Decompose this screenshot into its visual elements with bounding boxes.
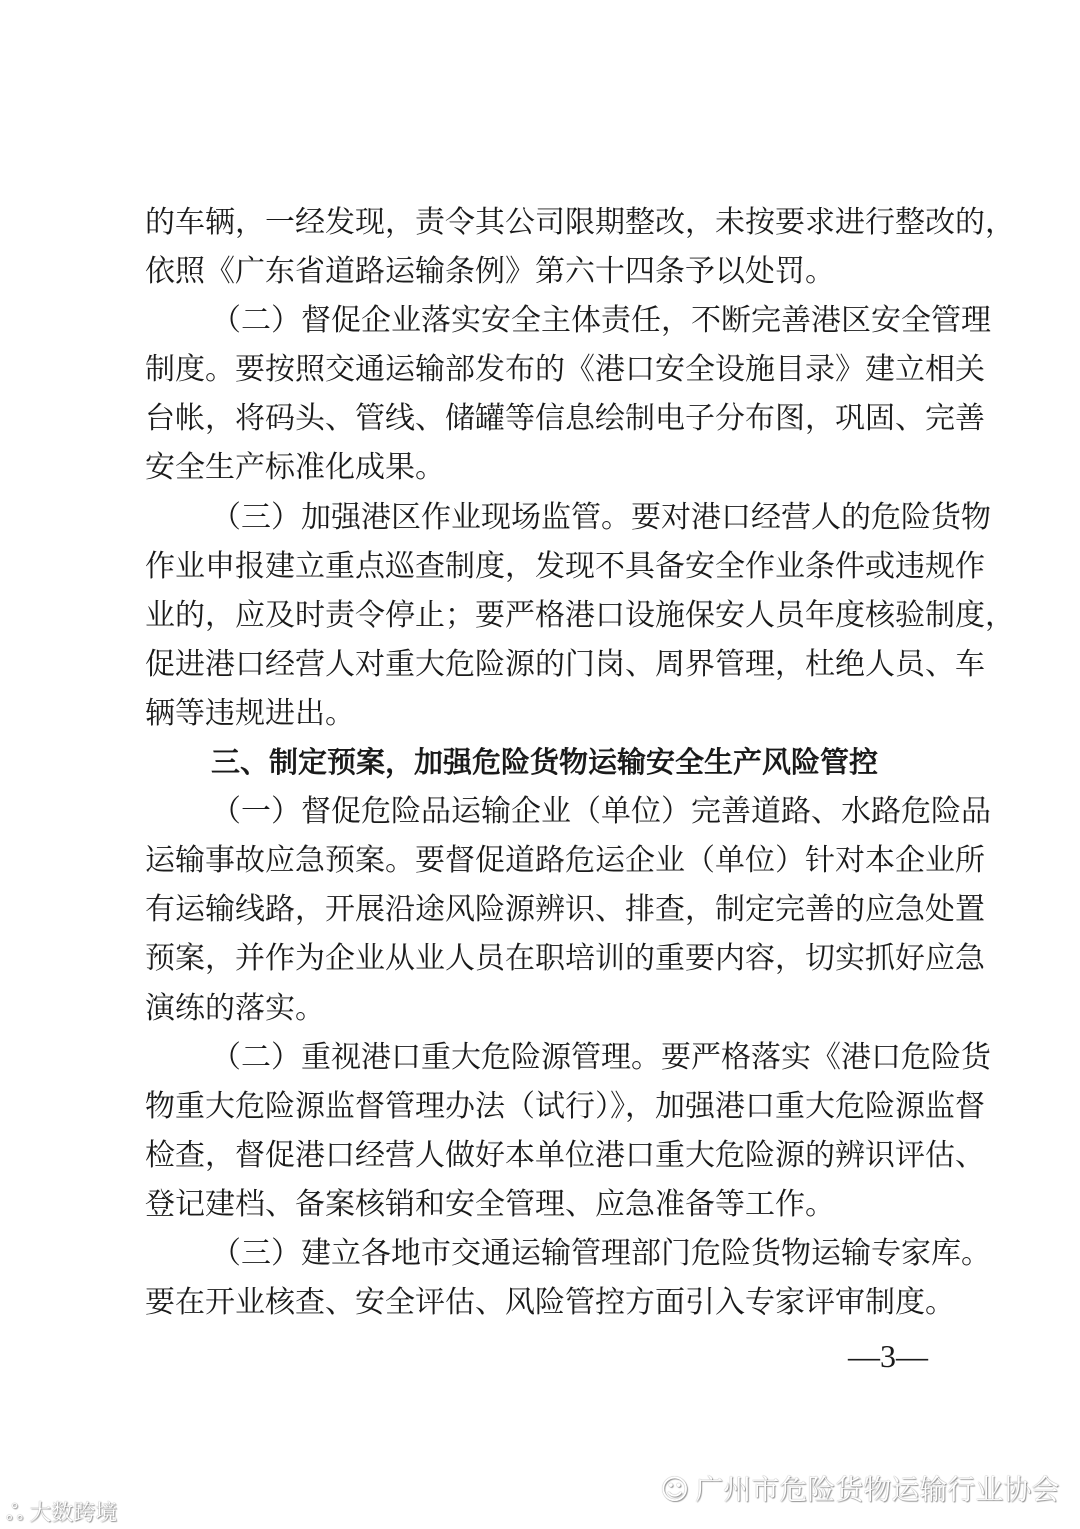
text-line: 的车辆，一经发现，责令其公司限期整改，未按要求进行整改的， bbox=[145, 205, 1015, 240]
text-line: 预案，并作为企业从业人员在职培训的重要内容，切实抓好应急 bbox=[145, 941, 985, 977]
watermark-association-text: 广州市危险货物运输行业协会 bbox=[695, 1473, 1060, 1506]
text-line: 要在开业核查、安全评估、风险管控方面引入专家评审制度。 bbox=[145, 1285, 955, 1321]
document-body bbox=[145, 198, 1015, 1327]
text-line: 有运输线路，开展沿途风险源辨识、排查，制定完善的应急处置 bbox=[145, 892, 985, 928]
text-line: 安全生产标准化成果。 bbox=[145, 450, 445, 486]
text-line: 作业申报建立重点巡查制度，发现不具备安全作业条件或违规作 bbox=[145, 548, 985, 584]
text-line: 检查，督促港口经营人做好本单位港口重大危险源的辨识评估、 bbox=[145, 1137, 985, 1173]
wechat-icon: ☺ bbox=[660, 1473, 690, 1506]
text-line: （二）督促企业落实安全主体责任，不断完善港区安全管理 bbox=[211, 303, 991, 339]
text-line: 演练的落实。 bbox=[145, 990, 325, 1026]
text-line: 依照《广东省道路运输条例》第六十四条予以处罚。 bbox=[145, 254, 835, 290]
text-line: 业的，应及时责令停止；要严格港口设施保安人员年度核验制度， bbox=[145, 597, 1015, 633]
text-line: （二）重视港口重大危险源管理。要严格落实《港口危险货 bbox=[211, 1039, 991, 1075]
text-line: 台帐，将码头、管线、储罐等信息绘制电子分布图，巩固、完善 bbox=[145, 401, 985, 437]
brand-logo-icon: ஃ bbox=[6, 1501, 24, 1526]
watermark-source bbox=[6, 1496, 117, 1529]
text-line: 促进港口经营人对重大危险源的门岗、周界管理，杜绝人员、车 bbox=[145, 646, 985, 682]
text-line: （三）建立各地市交通运输管理部门危险货物运输专家库。 bbox=[211, 1235, 991, 1271]
text-line: （三）加强港区作业现场监管。要对港口经营人的危险货物 bbox=[211, 499, 991, 535]
text-line: （一）督促危险品运输企业（单位）完善道路、水路危险品 bbox=[211, 794, 991, 830]
watermark-source-text: 大数跨境 bbox=[29, 1501, 118, 1526]
watermark-association bbox=[660, 1468, 1059, 1508]
page-number: —3— bbox=[848, 1338, 928, 1374]
text-line: 辆等违规进出。 bbox=[145, 695, 355, 731]
text-line: 登记建档、备案核销和安全管理、应急准备等工作。 bbox=[145, 1186, 835, 1222]
text-line: 制度。要按照交通运输部发布的《港口安全设施目录》建立相关 bbox=[145, 352, 985, 388]
section-heading: 三、制定预案，加强危险货物运输安全生产风险管控 bbox=[211, 745, 879, 780]
text-line: 运输事故应急预案。要督促道路危运企业（单位）针对本企业所 bbox=[145, 843, 985, 879]
text-line: 物重大危险源监督管理办法（试行）》，加强港口重大危险源监督 bbox=[145, 1088, 985, 1124]
